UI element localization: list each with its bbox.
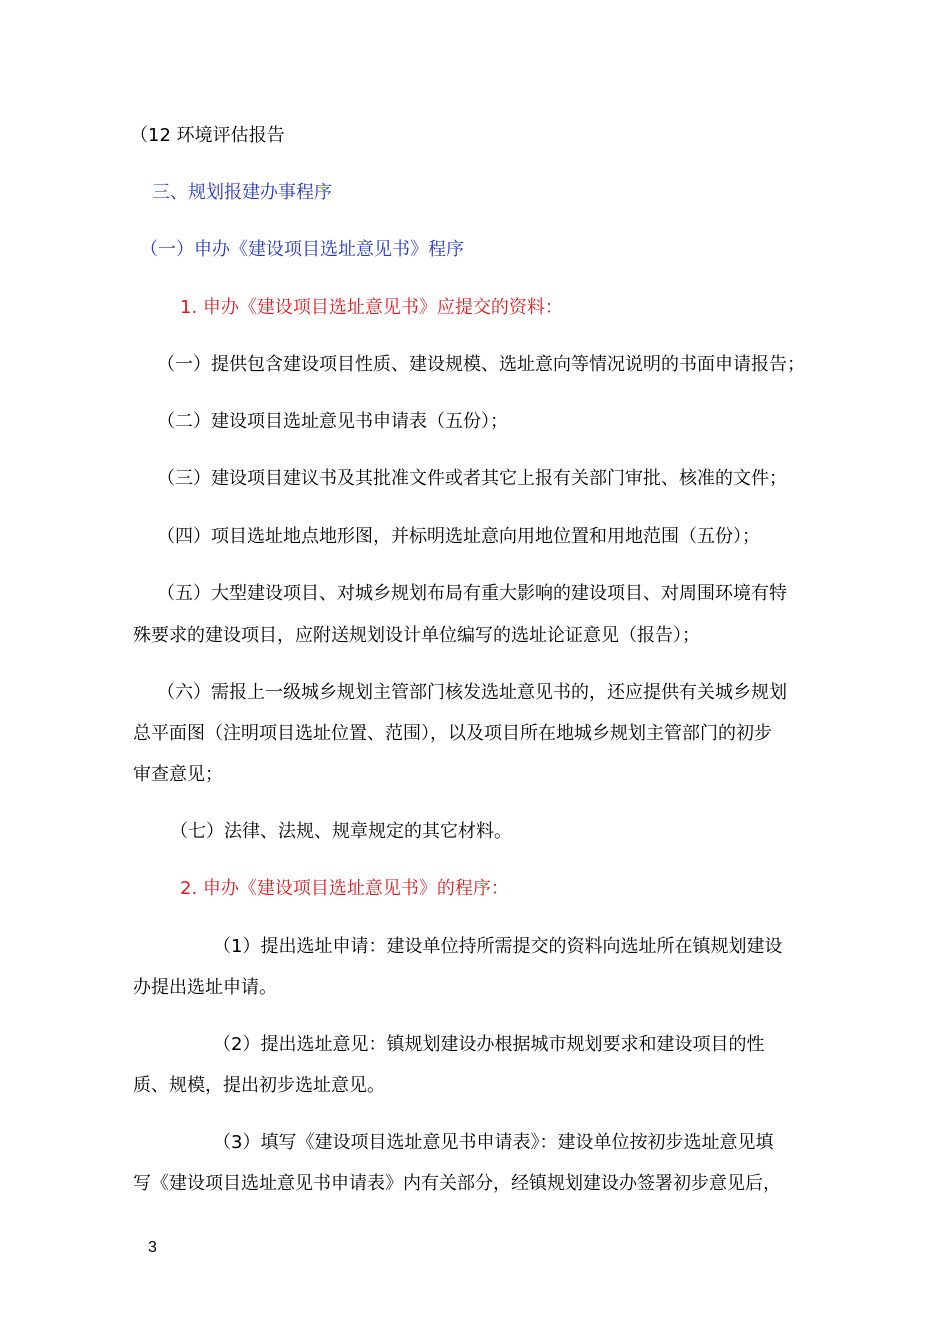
procedure-step-1-line-1: （1）提出选址申请：建设单位持所需提交的资料向选址所在镇规划建设 xyxy=(213,936,783,957)
subsection-heading-site-opinion: （一）申办《建设项目选址意见书》程序 xyxy=(140,239,464,260)
material-item-1: （一）提供包含建设项目性质、建设规模、选址意向等情况说明的书面申请报告； xyxy=(157,354,805,375)
procedure-step-3-line-2: 写《建设项目选址意见书申请表》内有关部分，经镇规划建设办签署初步意见后， xyxy=(133,1173,781,1194)
material-item-6-line-3: 审查意见； xyxy=(133,764,223,785)
material-item-7: （七）法律、法规、规章规定的其它材料。 xyxy=(170,821,512,842)
material-item-2: （二）建设项目选址意见书申请表（五份）； xyxy=(157,411,508,432)
procedure-step-2-line-1: （2）提出选址意见：镇规划建设办根据城市规划要求和建设项目的性 xyxy=(213,1034,765,1055)
material-item-6-line-1: （六）需报上一级城乡规划主管部门核发选址意见书的，还应提供有关城乡规划 xyxy=(157,682,787,703)
procedure-step-1-line-2: 办提出选址申请。 xyxy=(133,977,277,998)
material-item-3: （三）建设项目建议书及其批准文件或者其它上报有关部门审批、核准的文件； xyxy=(157,468,787,489)
material-item-5-line-2: 殊要求的建设项目，应附送规划设计单位编写的选址论证意见（报告）； xyxy=(133,625,700,646)
page-number: 3 xyxy=(148,1239,157,1256)
procedure-step-2-line-2: 质、规模，提出初步选址意见。 xyxy=(133,1075,385,1096)
heading-required-materials: 1. 申办《建设项目选址意见书》应提交的资料： xyxy=(180,297,563,318)
material-item-4: （四）项目选址地点地形图，并标明选址意向用地位置和用地范围（五份）； xyxy=(157,526,760,547)
heading-application-procedure: 2. 申办《建设项目选址意见书》的程序： xyxy=(180,878,509,899)
material-item-6-line-2: 总平面图（注明项目选址位置、范围），以及项目所在地城乡规划主管部门的初步 xyxy=(133,723,772,744)
item-12-environmental-report: （12 环境评估报告 xyxy=(130,125,285,146)
section-heading-planning-procedure: 三、规划报建办事程序 xyxy=(152,182,332,203)
material-item-5-line-1: （五）大型建设项目、对城乡规划布局有重大影响的建设项目、对周围环境有特 xyxy=(157,583,787,604)
procedure-step-3-line-1: （3）填写《建设项目选址意见书申请表》：建设单位按初步选址意见填 xyxy=(213,1132,774,1153)
